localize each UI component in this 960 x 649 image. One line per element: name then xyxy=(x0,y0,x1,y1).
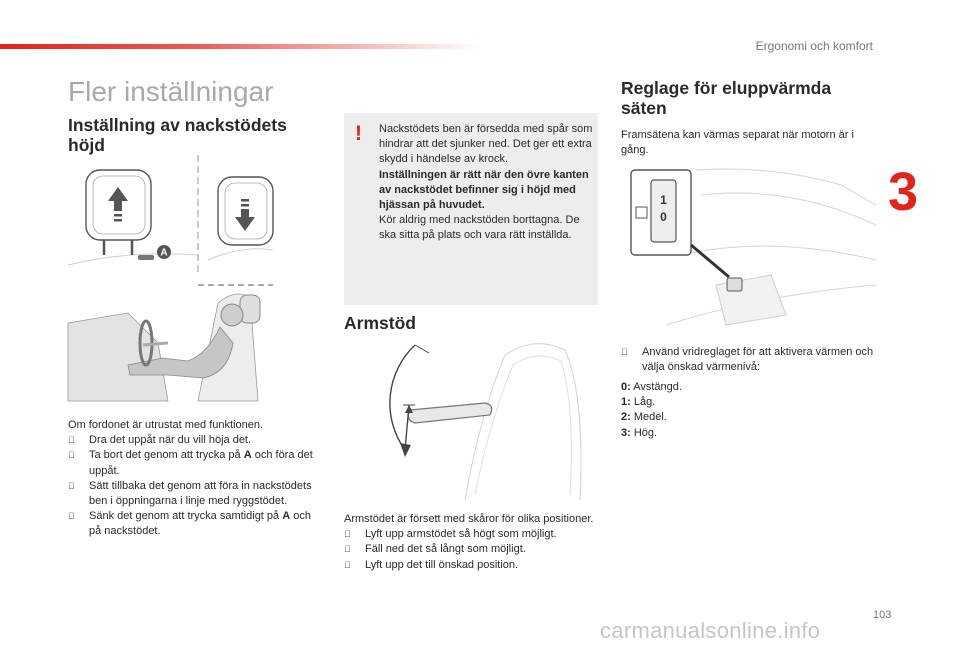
bullet-marker xyxy=(68,509,75,524)
headrest-instructions xyxy=(68,418,318,540)
list-item xyxy=(621,380,876,395)
armrest-bullet-2: Fäll ned det så långt som möjligt. xyxy=(365,543,526,556)
list-item xyxy=(344,558,594,573)
list-item xyxy=(68,509,318,539)
headrest-intro: Om fordonet är utrustat med funktionen. xyxy=(68,419,264,431)
level-key: 1: xyxy=(621,396,631,409)
bullet-marker xyxy=(344,527,351,542)
list-item xyxy=(68,479,318,509)
bullet-marker xyxy=(68,433,75,448)
dial-label-bottom: 0 xyxy=(660,210,667,224)
watermark: carmanualsonline.info xyxy=(600,618,821,643)
top-accent-bar xyxy=(0,44,480,49)
list-item xyxy=(68,433,318,448)
heated-title-line2: säten xyxy=(621,98,667,118)
level-key: 3: xyxy=(621,426,631,439)
armrest-section-title: Armstöd xyxy=(344,313,416,333)
headrest-bullet-2: Ta bort det genom att trycka på xyxy=(89,449,241,462)
headrest-bullet-2-bold: A xyxy=(243,449,252,462)
level-key: 2: xyxy=(621,411,631,424)
warning-icon: ! xyxy=(355,122,362,145)
headrest-bullet-3: Sätt tillbaka det genom att föra in nackstödets ben i öppningarna i linje med ryggstödet. xyxy=(89,479,312,508)
bullet-marker xyxy=(621,345,628,360)
warning-bold: Inställningen är rätt när den övre kanten av nackstödet befinner sig i höjd med hjässan på huvudet. xyxy=(379,168,589,212)
bullet-marker xyxy=(68,479,75,494)
heated-title-line1: Reglage för eluppvärmda xyxy=(621,78,832,98)
list-item xyxy=(621,395,876,410)
dial-label-top: 1 xyxy=(660,193,667,207)
heated-bullet: Använd vridreglaget för att aktivera värmen och välja önskad värmenivå: xyxy=(642,346,874,374)
headrest-title-line2: höjd xyxy=(68,135,105,155)
level-label: Hög. xyxy=(633,426,658,439)
chapter-number: 3 xyxy=(888,162,919,222)
level-label: Medel. xyxy=(633,411,667,424)
heated-seats-intro: Framsätena kan värmas separat när motorn är i gång. xyxy=(621,129,854,157)
level-label: Avstängd. xyxy=(633,381,682,393)
armrest-bullet-1: Lyft upp armstödet så högt som möjligt. xyxy=(365,528,557,541)
bullet-marker xyxy=(68,448,75,463)
headrest-section-title xyxy=(68,115,287,155)
list-item xyxy=(68,448,318,478)
list-item xyxy=(621,410,876,425)
page-title: Fler inställningar xyxy=(68,76,274,107)
heated-seat-illustration xyxy=(621,165,876,335)
headrest-illustration xyxy=(68,155,273,280)
armrest-intro: Armstödet är försett med skåror för olika positioner. xyxy=(344,513,594,525)
list-item xyxy=(344,527,594,542)
level-key: 0: xyxy=(621,381,631,393)
list-item xyxy=(621,345,876,375)
list-item xyxy=(344,542,594,557)
armrest-instructions xyxy=(344,512,594,573)
bullet-marker xyxy=(344,558,351,573)
callout-a-label: A xyxy=(160,247,168,259)
headrest-bullet-2-tail: och föra det uppåt. xyxy=(89,449,313,477)
driver-illustration xyxy=(68,283,273,401)
heat-levels-list xyxy=(621,380,876,441)
armrest-bullet-3: Lyft upp det till önskad position. xyxy=(365,558,519,571)
headrest-bullet-4: Sänk det genom att trycka samtidigt på xyxy=(89,510,280,523)
bullet-marker xyxy=(344,542,351,557)
header-section-title: Ergonomi och komfort xyxy=(755,39,873,53)
warning-line-1: Nackstödets ben är försedda med spår som hindrar att det sjunker ned. Det ger ett extra skydd i händelse av krock. xyxy=(379,123,593,166)
headrest-title-line1: Inställning av nackstödets xyxy=(68,115,287,135)
headrest-bullet-4-bold: A xyxy=(282,510,291,523)
armrest-illustration xyxy=(385,335,585,505)
warning-line-2: Kör aldrig med nackstöden borttagna. De ska sitta på plats och vara rätt inställda. xyxy=(379,214,580,242)
list-item xyxy=(621,426,876,441)
page-number: 103 xyxy=(873,609,892,621)
level-label: Låg. xyxy=(633,396,656,409)
warning-box xyxy=(344,113,598,305)
heated-seats-section-title xyxy=(621,78,831,118)
headrest-bullet-1: Dra det uppåt när du vill höja det. xyxy=(89,434,252,447)
headrest-bullet-4-tail: och på nackstödet. xyxy=(89,510,311,538)
heated-seats-instructions xyxy=(621,345,876,375)
warning-text xyxy=(379,122,593,244)
